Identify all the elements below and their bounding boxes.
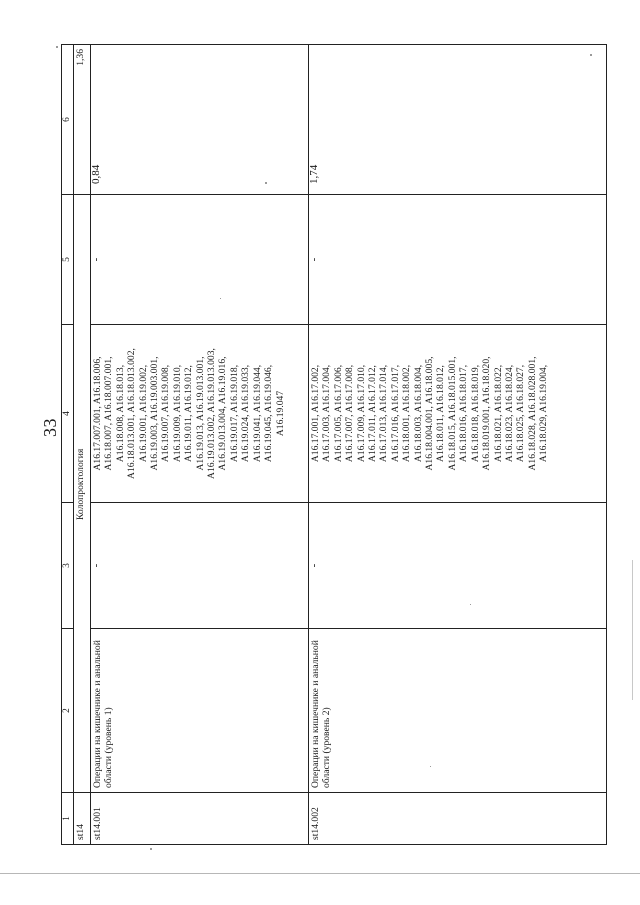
section-title-text: Колопроктология (75, 448, 86, 520)
coefficient-value: 1,74 (308, 164, 320, 184)
row-col3 (309, 503, 607, 629)
coefficient-value: 0,84 (90, 164, 102, 184)
section-coefficient: 1,36 (74, 45, 91, 195)
table-row (91, 45, 309, 845)
row-col5 (309, 195, 607, 325)
column-number: 3 (62, 503, 74, 629)
section-row (74, 45, 91, 845)
column-number-row (62, 45, 74, 845)
scan-speck (150, 848, 152, 850)
row-service-codes: A16.17.001, A16.17.002, A16.17.003, A16.17.004, A16.17.005, A16.17.006, A16.17.007, A16.17.008, A16.17.009, A16.17.010, A16.17.011, A16.17.012, A16.17.013, A16.17.014, A16.17.016, A16.17.017, A16.18.001, A16.18.002, A16.18.003, A16.18.004, A16.18.004.001, A16.18.005, A16.18.011, A16.18.012, A16.18.015, A16.18.015.001, A16.18.016, A16.18.017, A16.18.018, A16.18.019, A16.18.019.001, A16.18.020, A16.18.021, A16.18.022, A16.18.023, A16.18.024, A16.18.025, A16.18.027, A16.18.028, A16.18.028.001, A16.18.029, A16.19.004, (309, 325, 607, 503)
row-code: st14.002 (309, 793, 607, 845)
dash-mark: - (308, 257, 320, 262)
row-coefficient (309, 45, 607, 195)
row-coefficient (91, 45, 309, 195)
rotated-table-container (61, 45, 607, 845)
row-name: Операции на кишечнике и анальной области (уровень 1) (91, 629, 309, 793)
column-number: 2 (62, 629, 74, 793)
column-number: 5 (62, 195, 74, 325)
row-code: st14.001 (91, 793, 309, 845)
dash-mark: - (90, 257, 102, 262)
section-title (74, 195, 91, 793)
row-col3 (91, 503, 309, 629)
dash-mark: - (90, 563, 102, 568)
page-number: 33 (40, 418, 60, 437)
column-number: 6 (62, 45, 74, 195)
column-number: 4 (62, 325, 74, 503)
scan-edge-line (632, 560, 633, 700)
section-code: st14 (74, 793, 91, 845)
table-row (309, 45, 607, 845)
scan-edge-line (0, 873, 640, 874)
row-col5 (91, 195, 309, 325)
scan-speck (56, 46, 58, 48)
row-name: Операции на кишечнике и анальной области (уровень 2) (309, 629, 607, 793)
row-service-codes: A16.17.007.001, A16.18.006, A16.18.007, A16.18.007.001, A16.18.008, A16.18.013, A16.18.013.001, A16.18.013.002, A16.19.001, A16.19.002, A16.19.003, A16.19.003.001, A16.19.007, A16.19.008, A16.19.009, A16.19.010, A16.19.011, A16.19.012, A16.19.013, A16.19.013.001, A16.19.013.002, A16.19.013.003, A16.19.013.004, A16.19.016, A16.19.017, A16.19.018, A16.19.024, A16.19.033, A16.19.041, A16.19.044, A16.19.045, A16.19.046, A16.19.047 (91, 325, 309, 503)
dash-mark: - (308, 563, 320, 568)
tariff-table (61, 44, 607, 845)
column-number: 1 (62, 793, 74, 845)
